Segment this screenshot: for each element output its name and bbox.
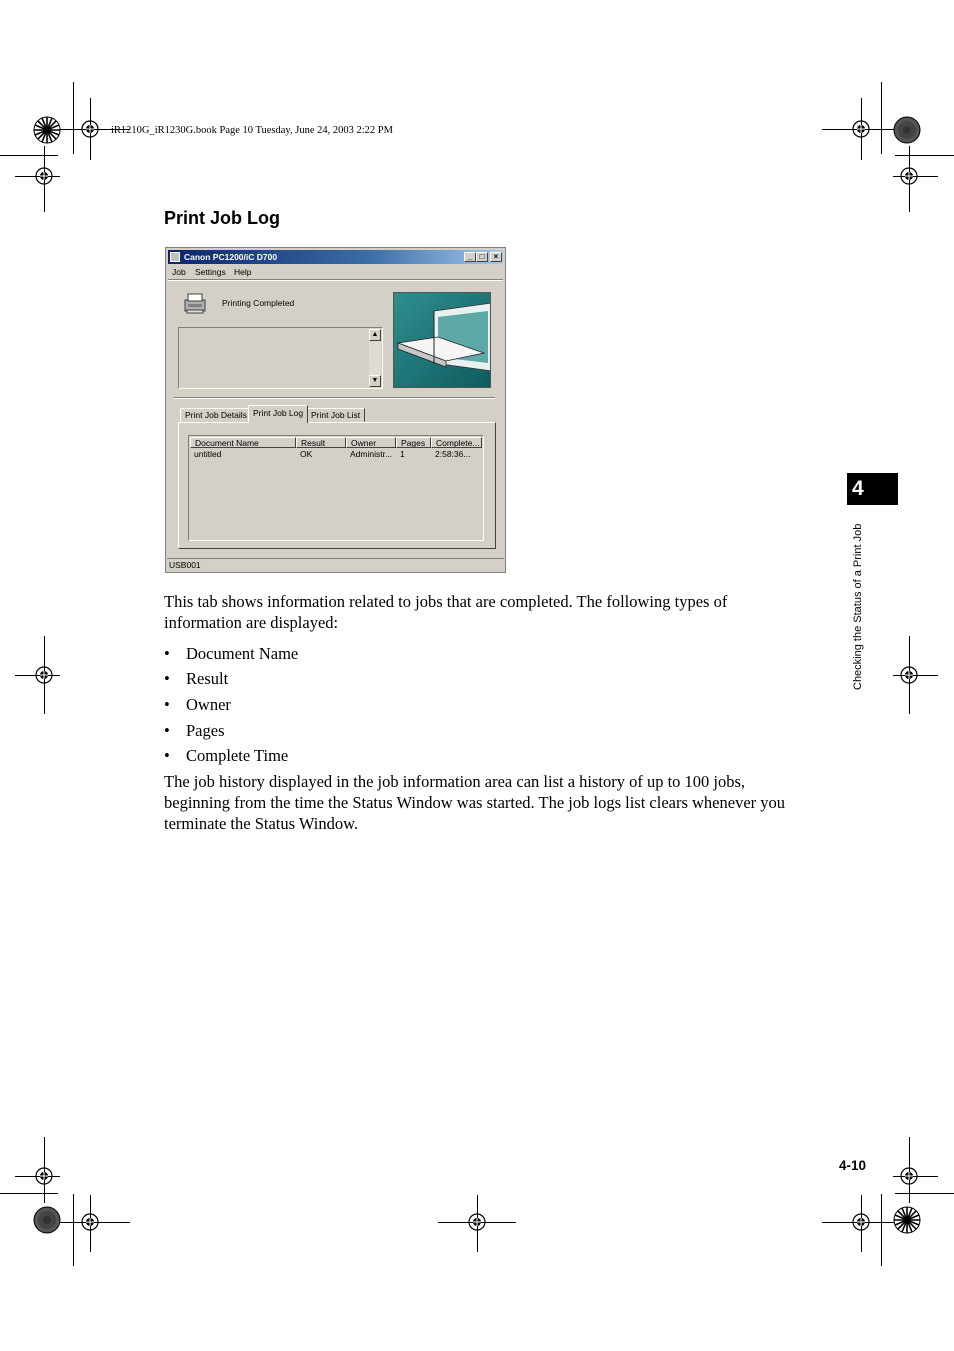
menu-job[interactable]: Job [172, 267, 186, 277]
closing-line-1: The job history displayed in the job information area can list a history of up to 100 jobs, [164, 772, 746, 791]
dense-rosette-icon [893, 116, 921, 144]
menu-help[interactable]: Help [234, 267, 252, 277]
book-header-slug: iR1210G_iR1230G.book Page 10 Tuesday, June 24, 2003 2:22 PM [111, 125, 393, 136]
message-area [178, 327, 383, 389]
menu-settings[interactable]: Settings [195, 267, 226, 277]
scroll-down-icon[interactable]: ▼ [369, 375, 381, 387]
cell-document-name[interactable]: untitled [194, 449, 222, 459]
registration-mark-icon [851, 119, 871, 139]
column-result[interactable]: Result [296, 437, 346, 448]
cell-result[interactable]: OK [300, 449, 313, 459]
bullet-icon: • [164, 669, 170, 688]
list-item-text: Result [186, 669, 229, 688]
cell-pages[interactable]: 1 [400, 449, 405, 459]
dense-rosette-icon [33, 1206, 61, 1234]
menu-bar [168, 266, 503, 278]
list-item-text: Complete Time [186, 746, 289, 765]
registration-mark-icon [80, 119, 100, 139]
registration-mark-icon [851, 1212, 871, 1232]
printer-icon [182, 292, 208, 314]
tab-panel [178, 422, 496, 549]
intro-line-2: information are displayed: [164, 613, 339, 632]
column-pages[interactable]: Pages [396, 437, 431, 448]
scroll-up-icon[interactable]: ▲ [369, 329, 381, 341]
closing-line-2: beginning from the time the Status Window was started. The job logs list clears whenever you [164, 793, 786, 812]
registration-mark-icon [34, 166, 54, 186]
bullet-icon: • [164, 721, 170, 740]
window-title-bar[interactable] [168, 250, 503, 264]
tab-print-job-details[interactable]: Print Job Details [180, 408, 252, 422]
minimize-button[interactable]: _ [464, 252, 476, 262]
maximize-button[interactable]: □ [476, 252, 488, 262]
section-title: Print Job Log [164, 208, 280, 228]
bullet-icon: • [164, 695, 170, 714]
cell-complete-time[interactable]: 2:58:36... [435, 449, 471, 459]
registration-mark-icon [34, 665, 54, 685]
column-complete[interactable]: Complete... [431, 437, 482, 448]
list-item-text: Pages [186, 721, 225, 740]
color-rosette-icon [33, 116, 61, 144]
chapter-tab: 4 [847, 473, 898, 505]
menu-separator [168, 279, 503, 281]
registration-mark-icon [80, 1212, 100, 1232]
window-status-bar: USB001 [167, 558, 504, 571]
bullet-icon: • [164, 644, 170, 663]
page-number: 4-10 [839, 1158, 867, 1173]
color-rosette-icon [893, 1206, 921, 1234]
status-message: Printing Completed [222, 298, 295, 308]
job-log-list[interactable] [188, 435, 484, 541]
tab-print-job-list[interactable]: Print Job List [306, 408, 365, 422]
chapter-side-label: Checking the Status of a Print Job [852, 523, 864, 690]
printer-app-icon [170, 252, 180, 262]
list-item-text: Owner [186, 695, 231, 714]
column-document-name[interactable]: Document Name [190, 437, 296, 448]
closing-line-3: terminate the Status Window. [164, 814, 359, 833]
printer-output-illustration-icon [393, 292, 491, 388]
cell-owner[interactable]: Administr... [350, 449, 393, 459]
section-divider [174, 397, 495, 399]
tab-print-job-log[interactable]: Print Job Log [248, 405, 308, 423]
window-title: Canon PC1200/iC D700 [184, 252, 278, 262]
bullet-icon: • [164, 746, 170, 765]
intro-line-1: This tab shows information related to jobs that are completed. The following types of [164, 592, 728, 611]
vertical-scrollbar[interactable] [369, 329, 381, 387]
close-button[interactable]: × [490, 252, 502, 262]
column-owner[interactable]: Owner [346, 437, 396, 448]
registration-mark-icon [34, 1166, 54, 1186]
registration-mark-icon [899, 1166, 919, 1186]
list-item-text: Document Name [186, 644, 299, 663]
registration-mark-icon [899, 665, 919, 685]
status-window-screenshot [165, 247, 506, 573]
registration-mark-icon [467, 1212, 487, 1232]
registration-mark-icon [899, 166, 919, 186]
